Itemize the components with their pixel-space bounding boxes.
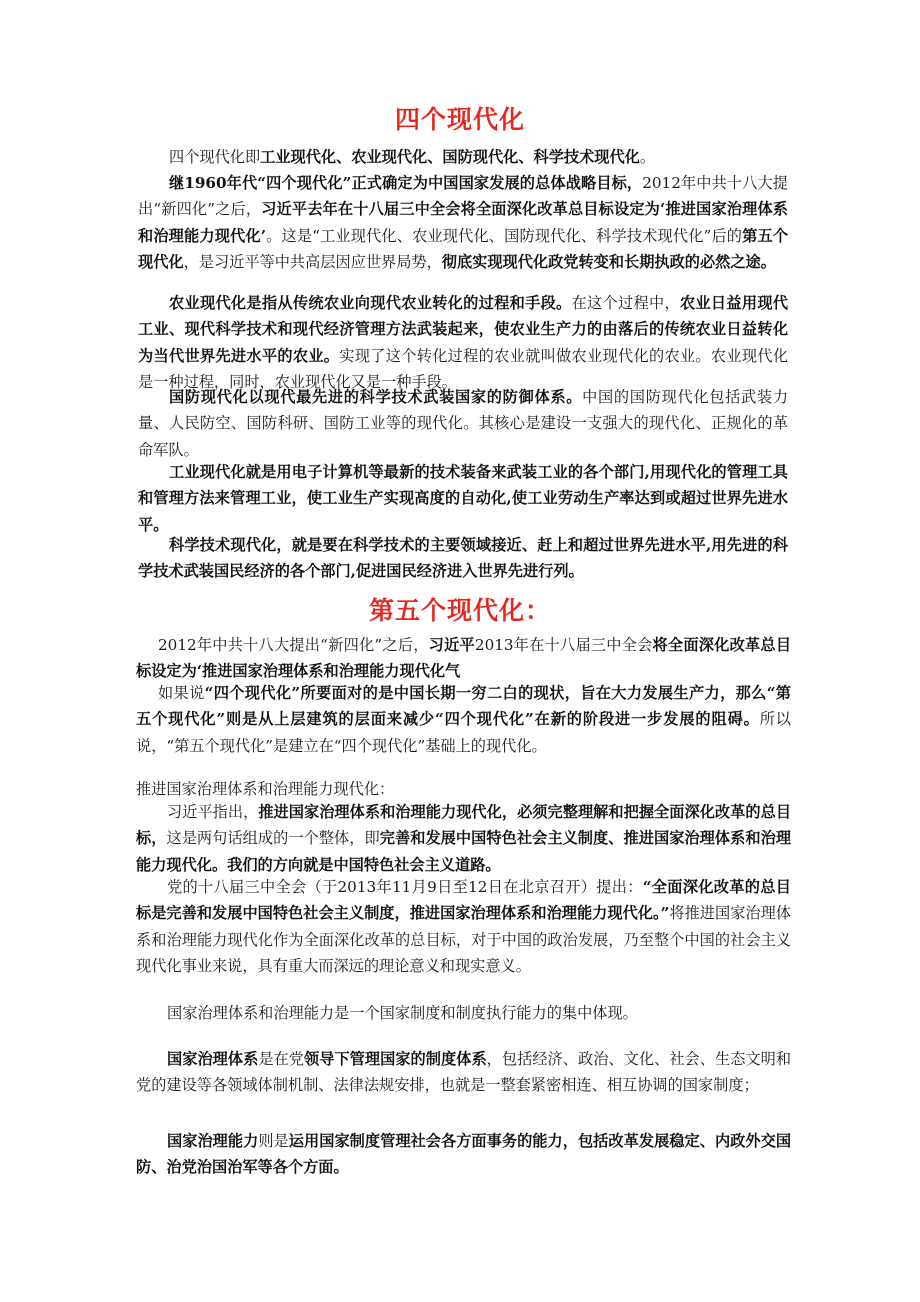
text-run: 实现了这个转化过程的农业就叫做农业现代化的农业。农业现代化是一种过程，同时，农业现代化又是一种手段。 [138, 346, 789, 392]
paragraph-xi-statement [136, 799, 791, 878]
bold-run: 工业现代化、农业现代化、国防现代化、科学技术现代化 [260, 148, 640, 166]
paragraph-agriculture [138, 290, 788, 396]
text-run: ，是习近平等中共高层因应世界局势， [183, 253, 442, 272]
bold-run: “全面深化改革的总目标是完善和发展中国特色社会主义制度，推进国家治理体系和治理能力现代化。” [136, 878, 791, 923]
paragraph-definition [138, 144, 788, 170]
text-run: 2012年中共十八大提出“新四化”之后， [158, 636, 429, 654]
document-title: 四个现代化 [394, 105, 525, 134]
paragraph-governance-system [136, 1046, 791, 1099]
bold-run: 推进国家治理体系和治理能力现代化，必须完整理解和把握全面深化改革的总目标， [136, 803, 792, 848]
bold-run: 第五个现代化 [138, 226, 789, 272]
text-run: ，包括经济、政治、文化、社会、生态文明和党的建设等各领域体制机制、法律法规安排，也就是一整套紧密相连、相互协调的国家制度； [136, 1050, 792, 1095]
paragraph-governance-def [136, 1000, 791, 1026]
bold-run: 工业现代化就是用电子计算机等最新的技术装备来武装工业的各个部门,用现代化的管理工具和管理方法来管理工业，使工业生产实现高度的自动化,使工业劳动生产率达到或超过世界先进水平。 [138, 463, 788, 534]
bold-run: 彻底实现现代化政党转变和长期执政的必然之途。 [441, 253, 776, 272]
paragraph-third-plenum [136, 874, 791, 980]
text-run: 是 [258, 1050, 274, 1068]
text-run: 如果说 [158, 684, 205, 702]
bold-run: 国家治理能力 [167, 1132, 259, 1150]
bold-run: 习近平去年在十八届三中全会将全面深化改革总目标设定为‘推进国家治理体系和治理能力现代化’ [138, 200, 788, 245]
section-title: 第五个现代化： [368, 596, 551, 625]
text-run: 将推进国家治理体系和治理能力现代化作为全面深化改革的总目标，对于中国的政治发展，乃至整个中国的社会主义现代化事业来说，具有重大而深远的理论意义和现实意义。 [136, 904, 792, 976]
bold-run: 完善和发展中国特色社会主义制度、推进国家治理体系和治理能力现代化。我们的方向就是中国特色社会主义道路。 [136, 829, 792, 874]
text-run: 2013年在十八届三中全会 [474, 636, 653, 654]
text-run: 国家治理体系和治理能力是一个国家制度和制度执行能力的集中体现。 [167, 1004, 638, 1022]
paragraph-fifth-meaning [136, 680, 791, 759]
paragraph-industry [138, 459, 788, 538]
text-run: 在这个过程中， [571, 294, 680, 312]
bold-run: 习近平 [428, 636, 475, 654]
paragraph-background [138, 170, 788, 276]
bold-run: 领导下管理国家的制度体系 [304, 1050, 487, 1068]
paragraph-defense [138, 384, 788, 463]
text-run: 这是两句话组成的一个整体，即 [166, 829, 380, 848]
text-run: 中国的国防现代化包括武装力量、人民防空、国防科研、国防工业等的现代化。其核心是建设一支强大的现代化、正规化的革命军队。 [138, 388, 789, 459]
bold-run: 农业现代化是指从传统农业向现代农业转化的过程和手段。 [169, 294, 572, 312]
text-run: 推进国家治理体系和治理能力现代化： [136, 780, 395, 798]
text-run: 习近平指出， [167, 803, 259, 821]
text-run: 党的十八届三中全会（于2013年11月9日至12日在北京召开）提出： [167, 878, 643, 896]
paragraph-new-four [136, 632, 791, 685]
paragraph-science [138, 532, 788, 585]
text-run: 。这是“工业现代化、农业现代化、国防现代化、科学技术现代化”后的 [266, 226, 743, 245]
bold-run: 运用国家制度管理社会各方面事务的能力，包括改革发展稳定、内政外交国防、治党治国治军等各个方面。 [136, 1132, 792, 1177]
text-run: 。 [639, 148, 655, 166]
text-run: 则是 [258, 1132, 289, 1150]
bold-run: 科学技术现代化，就是要在科学技术的主要领域接近、赶上和超过世界先进水平,用先进的科学技术武装国民经济的各个部门,促进国民经济进入世界先进行列。 [138, 536, 788, 581]
bold-run: 继1960年代“四个现代化”正式确定为中国国家发展的总体战略目标， [169, 174, 643, 192]
bold-run: 国家治理体系 [167, 1050, 259, 1068]
paragraph-governance-capacity [136, 1128, 791, 1181]
bold-run: 将全面深化改革总目标设定为‘推进国家治理体系和治理能力现代化气 [136, 636, 792, 681]
text-run: 在党 [273, 1050, 305, 1068]
bold-run: 农业日益用现代工业、现代科学技术和现代经济管理方法武装起来，使农业生产力的由落后的传统农业日益转化为当代世界先进水平的农业。 [138, 294, 789, 365]
bold-run: “四个现代化”所要面对的是中国长期一穷二白的现状，旨在大力发展生产力，那么“第五个现代化”则是从上层建筑的层面来减少“四个现代化”在新的阶段进一步发展的阻碍。 [136, 684, 791, 729]
text-run: 所以说，“第五个现代化”是建立在“四个现代化”基础上的现代化。 [136, 710, 791, 755]
text-run: 2012年中共十八大提出“新四化”之后， [138, 174, 788, 219]
bold-run: 国防现代化以现代最先进的科学技术武装国家的防御体系。 [169, 388, 583, 406]
text-run: 四个现代化即 [169, 148, 261, 166]
